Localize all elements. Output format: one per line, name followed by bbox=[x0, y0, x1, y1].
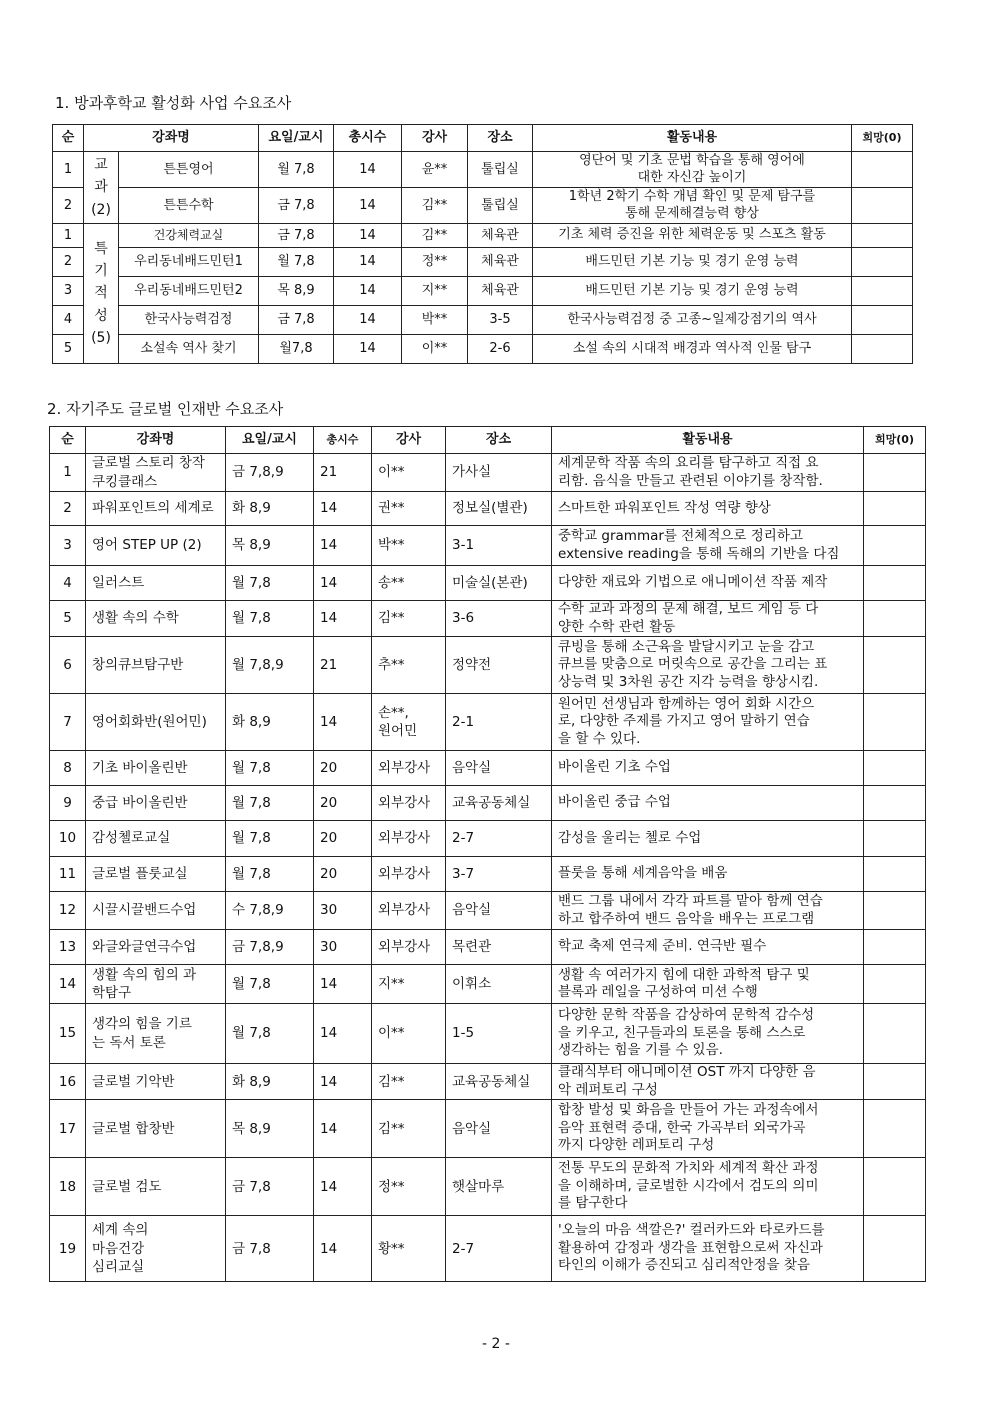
course-hours: 14 bbox=[314, 1216, 372, 1282]
course-teacher: 박** bbox=[372, 526, 446, 566]
course-name: 기초 바이올린반 bbox=[86, 751, 226, 786]
course-teacher: 외부강사 bbox=[372, 930, 446, 965]
course-teacher: 외부강사 bbox=[372, 857, 446, 892]
course-name: 글로벌 기악반 bbox=[86, 1064, 226, 1100]
course-hours: 30 bbox=[314, 930, 372, 965]
course-teacher: 김** bbox=[402, 224, 468, 248]
table-row bbox=[50, 1004, 926, 1064]
course-name: 튼튼수학 bbox=[119, 188, 259, 224]
course-teacher: 외부강사 bbox=[372, 892, 446, 930]
course-activity: 소설 속의 시대적 배경과 역사적 인물 탐구 bbox=[533, 335, 852, 364]
row-number: 14 bbox=[50, 965, 86, 1004]
course-name: 파워포인트의 세계로 bbox=[86, 492, 226, 526]
hope-checkbox[interactable] bbox=[864, 1004, 926, 1064]
course-name: 글로벌 합창반 bbox=[86, 1100, 226, 1158]
course-teacher: 김** bbox=[402, 188, 468, 224]
course-place: 2-7 bbox=[446, 821, 552, 857]
hope-checkbox[interactable] bbox=[864, 492, 926, 526]
row-number: 18 bbox=[50, 1158, 86, 1216]
header-teacher: 강사 bbox=[402, 125, 468, 152]
course-activity: 학교 축제 연극제 준비. 연극반 필수 bbox=[552, 930, 864, 965]
course-hours: 14 bbox=[314, 492, 372, 526]
section2-header-row bbox=[50, 427, 926, 454]
course-hours: 14 bbox=[314, 1100, 372, 1158]
course-activity: '오늘의 마음 색깔은?' 컬러카드와 타로카드를 활용하여 감정과 생각을 표현함으로써 자신과 타인의 이해가 증진되고 심리적안정을 찾음 bbox=[552, 1216, 864, 1282]
table-row bbox=[50, 637, 926, 694]
course-place: 정보실(별관) bbox=[446, 492, 552, 526]
row-number: 2 bbox=[53, 248, 84, 277]
course-name: 생활 속의 힘의 과 학탐구 bbox=[86, 965, 226, 1004]
course-activity: 바이올린 중급 수업 bbox=[552, 786, 864, 821]
header-activity: 활동내용 bbox=[552, 427, 864, 454]
course-place: 3-7 bbox=[446, 857, 552, 892]
course-name: 시끌시끌밴드수업 bbox=[86, 892, 226, 930]
course-time: 수 7,8,9 bbox=[226, 892, 314, 930]
course-teacher: 이** bbox=[372, 1004, 446, 1064]
course-time: 월 7,8 bbox=[259, 248, 334, 277]
course-hours: 14 bbox=[334, 335, 402, 364]
course-place: 목련관 bbox=[446, 930, 552, 965]
hope-checkbox[interactable] bbox=[852, 248, 913, 277]
course-activity: 큐빙을 통해 소근육을 발달시키고 눈을 감고 큐브를 맞춤으로 머릿속으로 공간을 그리는 표 상능력 및 3차원 공간 지각 능력을 향상시킴. bbox=[552, 637, 864, 694]
course-name: 글로벌 검도 bbox=[86, 1158, 226, 1216]
hope-checkbox[interactable] bbox=[864, 857, 926, 892]
table-row bbox=[53, 224, 913, 248]
page-number: - 2 - bbox=[482, 1336, 510, 1352]
course-name: 글로벌 스토리 창작 쿠킹클래스 bbox=[86, 454, 226, 492]
course-name: 일러스트 bbox=[86, 566, 226, 601]
course-name: 영어회화반(원어민) bbox=[86, 694, 226, 751]
course-hours: 14 bbox=[314, 1158, 372, 1216]
course-teacher: 손**, 원어민 bbox=[372, 694, 446, 751]
table-row bbox=[53, 277, 913, 306]
course-place: 음악실 bbox=[446, 1100, 552, 1158]
course-name: 감성첼로교실 bbox=[86, 821, 226, 857]
course-time: 화 8,9 bbox=[226, 694, 314, 751]
course-time: 월 7,8 bbox=[226, 857, 314, 892]
hope-checkbox[interactable] bbox=[852, 152, 913, 188]
course-time: 목 8,9 bbox=[259, 277, 334, 306]
row-number: 9 bbox=[50, 786, 86, 821]
hope-checkbox[interactable] bbox=[864, 1158, 926, 1216]
course-activity: 합창 발성 및 화음을 만들어 가는 과정속에서 음악 표현력 증대, 한국 가곡부터 외국가곡 까지 다양한 레퍼토리 구성 bbox=[552, 1100, 864, 1158]
course-activity: 밴드 그룹 내에서 각각 파트를 맡아 함께 연습 하고 합주하여 밴드 음악을 배우는 프로그램 bbox=[552, 892, 864, 930]
hope-checkbox[interactable] bbox=[864, 930, 926, 965]
section1-header-row bbox=[53, 125, 913, 152]
row-number: 19 bbox=[50, 1216, 86, 1282]
course-hours: 14 bbox=[314, 965, 372, 1004]
course-place: 음악실 bbox=[446, 751, 552, 786]
course-hours: 14 bbox=[334, 306, 402, 335]
header-hours: 총시수 bbox=[314, 427, 372, 454]
header-time: 요일/교시 bbox=[226, 427, 314, 454]
course-hours: 14 bbox=[334, 248, 402, 277]
course-hours: 14 bbox=[314, 1004, 372, 1064]
table-row bbox=[50, 492, 926, 526]
course-name: 소설속 역사 찾기 bbox=[119, 335, 259, 364]
course-place: 툴립실 bbox=[468, 152, 533, 188]
course-time: 월7,8 bbox=[259, 335, 334, 364]
table-row bbox=[50, 454, 926, 492]
course-place: 3-5 bbox=[468, 306, 533, 335]
course-name: 세계 속의 마음건강 심리교실 bbox=[86, 1216, 226, 1282]
course-place: 1-5 bbox=[446, 1004, 552, 1064]
table-row bbox=[53, 152, 913, 188]
course-time: 월 7,8 bbox=[226, 786, 314, 821]
group-special: 특 기 적 성 (5) bbox=[84, 224, 119, 364]
header-teacher: 강사 bbox=[372, 427, 446, 454]
course-teacher: 정** bbox=[402, 248, 468, 277]
course-activity: 1학년 2학기 수학 개념 확인 및 문제 탐구를 통해 문제해결능력 향상 bbox=[533, 188, 852, 224]
course-teacher: 송** bbox=[372, 566, 446, 601]
row-number: 15 bbox=[50, 1004, 86, 1064]
course-hours: 14 bbox=[314, 694, 372, 751]
course-place: 정약전 bbox=[446, 637, 552, 694]
hope-checkbox[interactable] bbox=[864, 1216, 926, 1282]
course-hours: 14 bbox=[314, 526, 372, 566]
course-activity: 전통 무도의 문화적 가치와 세계적 확산 과정 을 이해하며, 글로벌한 시각에서 검도의 의미 를 탐구한다 bbox=[552, 1158, 864, 1216]
course-time: 금 7,8,9 bbox=[226, 454, 314, 492]
course-teacher: 윤** bbox=[402, 152, 468, 188]
row-number: 3 bbox=[50, 526, 86, 566]
row-number: 3 bbox=[53, 277, 84, 306]
course-hours: 14 bbox=[334, 277, 402, 306]
course-time: 금 7,8 bbox=[259, 224, 334, 248]
table-row bbox=[50, 1216, 926, 1282]
table-row bbox=[50, 821, 926, 857]
course-name: 우리동네배드민턴1 bbox=[119, 248, 259, 277]
table-row bbox=[50, 930, 926, 965]
header-hours: 총시수 bbox=[334, 125, 402, 152]
hope-checkbox[interactable] bbox=[852, 277, 913, 306]
course-time: 목 8,9 bbox=[226, 1100, 314, 1158]
course-hours: 14 bbox=[334, 224, 402, 248]
header-place: 장소 bbox=[446, 427, 552, 454]
header-no: 순 bbox=[50, 427, 86, 454]
section1-table bbox=[52, 124, 913, 364]
header-course: 강좌명 bbox=[86, 427, 226, 454]
header-course: 강좌명 bbox=[84, 125, 259, 152]
course-name: 우리동네배드민턴2 bbox=[119, 277, 259, 306]
course-place: 3-6 bbox=[446, 601, 552, 637]
hope-checkbox[interactable] bbox=[864, 1100, 926, 1158]
course-time: 화 8,9 bbox=[226, 492, 314, 526]
row-number: 8 bbox=[50, 751, 86, 786]
course-place: 이휘소 bbox=[446, 965, 552, 1004]
section2-title: 2. 자기주도 글로벌 인재반 수요조사 bbox=[47, 400, 284, 418]
course-place: 음악실 bbox=[446, 892, 552, 930]
course-place: 교육공동체실 bbox=[446, 1064, 552, 1100]
table-row bbox=[50, 1158, 926, 1216]
course-teacher: 박** bbox=[402, 306, 468, 335]
row-number: 1 bbox=[53, 152, 84, 188]
course-time: 월 7,8 bbox=[259, 152, 334, 188]
hope-checkbox[interactable] bbox=[864, 821, 926, 857]
row-number: 4 bbox=[53, 306, 84, 335]
table-row bbox=[53, 188, 913, 224]
course-activity: 스마트한 파워포인트 작성 역량 향상 bbox=[552, 492, 864, 526]
course-place: 체육관 bbox=[468, 248, 533, 277]
row-number: 17 bbox=[50, 1100, 86, 1158]
table-row bbox=[50, 601, 926, 637]
row-number: 5 bbox=[53, 335, 84, 364]
course-teacher: 외부강사 bbox=[372, 786, 446, 821]
course-hours: 14 bbox=[334, 188, 402, 224]
course-activity: 바이올린 기초 수업 bbox=[552, 751, 864, 786]
course-teacher: 지** bbox=[402, 277, 468, 306]
course-time: 금 7,8 bbox=[259, 306, 334, 335]
course-activity: 감성을 울리는 첼로 수업 bbox=[552, 821, 864, 857]
course-place: 가사실 bbox=[446, 454, 552, 492]
course-time: 목 8,9 bbox=[226, 526, 314, 566]
course-time: 금 7,8,9 bbox=[226, 930, 314, 965]
table-row bbox=[53, 306, 913, 335]
table-row bbox=[50, 526, 926, 566]
header-time: 요일/교시 bbox=[259, 125, 334, 152]
hope-checkbox[interactable] bbox=[852, 188, 913, 224]
course-teacher: 외부강사 bbox=[372, 751, 446, 786]
course-name: 생각의 힘을 기르 는 독서 토론 bbox=[86, 1004, 226, 1064]
course-time: 금 7,8 bbox=[226, 1216, 314, 1282]
table-row bbox=[50, 751, 926, 786]
course-activity: 영단어 및 기초 문법 학습을 통해 영어에 대한 자신감 높이기 bbox=[533, 152, 852, 188]
table-row bbox=[50, 1100, 926, 1158]
header-hope: 희망(0) bbox=[864, 427, 926, 454]
course-time: 월 7,8 bbox=[226, 566, 314, 601]
table-row bbox=[50, 786, 926, 821]
hope-checkbox[interactable] bbox=[852, 335, 913, 364]
hope-checkbox[interactable] bbox=[864, 1064, 926, 1100]
row-number: 16 bbox=[50, 1064, 86, 1100]
course-activity: 생활 속 여러가지 힘에 대한 과학적 탐구 및 블록과 레일을 구성하여 미션 수행 bbox=[552, 965, 864, 1004]
hope-checkbox[interactable] bbox=[864, 751, 926, 786]
row-number: 2 bbox=[53, 188, 84, 224]
course-hours: 20 bbox=[314, 857, 372, 892]
course-place: 미술실(본관) bbox=[446, 566, 552, 601]
course-name: 중급 바이올린반 bbox=[86, 786, 226, 821]
row-number: 2 bbox=[50, 492, 86, 526]
course-teacher: 김** bbox=[372, 1064, 446, 1100]
hope-checkbox[interactable] bbox=[864, 601, 926, 637]
course-time: 월 7,8 bbox=[226, 751, 314, 786]
course-activity: 플룻을 통해 세계음악을 배움 bbox=[552, 857, 864, 892]
course-time: 화 8,9 bbox=[226, 1064, 314, 1100]
course-time: 월 7,8,9 bbox=[226, 637, 314, 694]
course-activity: 수학 교과 과정의 문제 해결, 보드 게임 등 다 양한 수학 관련 활동 bbox=[552, 601, 864, 637]
course-hours: 21 bbox=[314, 637, 372, 694]
table-row bbox=[50, 1064, 926, 1100]
course-activity: 원어민 선생님과 함께하는 영어 회화 시간으 로, 다양한 주제를 가지고 영어 말하기 연습 을 할 수 있다. bbox=[552, 694, 864, 751]
course-teacher: 정** bbox=[372, 1158, 446, 1216]
course-place: 교육공동체실 bbox=[446, 786, 552, 821]
row-number: 1 bbox=[53, 224, 84, 248]
course-activity: 중학교 grammar를 전체적으로 정리하고 extensive reading을 통해 독해의 기반을 다짐 bbox=[552, 526, 864, 566]
course-name: 튼튼영어 bbox=[119, 152, 259, 188]
hope-checkbox[interactable] bbox=[864, 965, 926, 1004]
row-number: 6 bbox=[50, 637, 86, 694]
course-time: 월 7,8 bbox=[226, 601, 314, 637]
course-teacher: 이** bbox=[402, 335, 468, 364]
course-place: 2-1 bbox=[446, 694, 552, 751]
hope-checkbox[interactable] bbox=[852, 224, 913, 248]
header-hope: 희망(0) bbox=[852, 125, 913, 152]
row-number: 12 bbox=[50, 892, 86, 930]
course-name: 영어 STEP UP (2) bbox=[86, 526, 226, 566]
course-teacher: 황** bbox=[372, 1216, 446, 1282]
course-place: 햇살마루 bbox=[446, 1158, 552, 1216]
row-number: 5 bbox=[50, 601, 86, 637]
course-hours: 14 bbox=[314, 1064, 372, 1100]
course-hours: 14 bbox=[314, 601, 372, 637]
course-hours: 14 bbox=[314, 566, 372, 601]
table-row bbox=[50, 694, 926, 751]
course-teacher: 지** bbox=[372, 965, 446, 1004]
course-name: 창의큐브탐구반 bbox=[86, 637, 226, 694]
course-place: 체육관 bbox=[468, 277, 533, 306]
course-hours: 30 bbox=[314, 892, 372, 930]
hope-checkbox[interactable] bbox=[864, 892, 926, 930]
course-name: 한국사능력검정 bbox=[119, 306, 259, 335]
course-activity: 한국사능력검정 중 고종~일제강점기의 역사 bbox=[533, 306, 852, 335]
table-row bbox=[50, 892, 926, 930]
section2-table bbox=[49, 426, 926, 1282]
table-row bbox=[50, 965, 926, 1004]
course-activity: 세계문학 작품 속의 요리를 탐구하고 직접 요 리함. 음식을 만들고 관련된 이야기를 창작함. bbox=[552, 454, 864, 492]
course-hours: 21 bbox=[314, 454, 372, 492]
table-row bbox=[50, 566, 926, 601]
row-number: 1 bbox=[50, 454, 86, 492]
hope-checkbox[interactable] bbox=[864, 637, 926, 694]
course-place: 체육관 bbox=[468, 224, 533, 248]
course-teacher: 외부강사 bbox=[372, 821, 446, 857]
course-place: 3-1 bbox=[446, 526, 552, 566]
course-activity: 다양한 재료와 기법으로 애니메이션 작품 제작 bbox=[552, 566, 864, 601]
course-hours: 20 bbox=[314, 786, 372, 821]
course-time: 금 7,8 bbox=[226, 1158, 314, 1216]
course-place: 2-7 bbox=[446, 1216, 552, 1282]
course-time: 금 7,8 bbox=[259, 188, 334, 224]
course-teacher: 이** bbox=[372, 454, 446, 492]
hope-checkbox[interactable] bbox=[852, 306, 913, 335]
course-hours: 20 bbox=[314, 751, 372, 786]
course-activity: 기초 체력 증진을 위한 체력운동 및 스포츠 활동 bbox=[533, 224, 852, 248]
row-number: 4 bbox=[50, 566, 86, 601]
course-activity: 다양한 문학 작품을 감상하여 문학적 감수성 을 키우고, 친구들과의 토론을 통해 스스로 생각하는 힘을 기를 수 있음. bbox=[552, 1004, 864, 1064]
row-number: 7 bbox=[50, 694, 86, 751]
course-time: 월 7,8 bbox=[226, 821, 314, 857]
course-name: 글로벌 플룻교실 bbox=[86, 857, 226, 892]
table-row bbox=[50, 857, 926, 892]
course-place: 툴립실 bbox=[468, 188, 533, 224]
hope-checkbox[interactable] bbox=[864, 454, 926, 492]
row-number: 13 bbox=[50, 930, 86, 965]
hope-checkbox[interactable] bbox=[864, 526, 926, 566]
course-hours: 20 bbox=[314, 821, 372, 857]
course-activity: 배드민턴 기본 기능 및 경기 운영 능력 bbox=[533, 277, 852, 306]
table-row bbox=[53, 248, 913, 277]
course-activity: 배드민턴 기본 기능 및 경기 운영 능력 bbox=[533, 248, 852, 277]
course-teacher: 권** bbox=[372, 492, 446, 526]
course-name: 생활 속의 수학 bbox=[86, 601, 226, 637]
row-number: 11 bbox=[50, 857, 86, 892]
header-no: 순 bbox=[53, 125, 84, 152]
course-time: 월 7,8 bbox=[226, 965, 314, 1004]
hope-checkbox[interactable] bbox=[864, 786, 926, 821]
group-curriculum: 교 과 (2) bbox=[84, 152, 119, 224]
course-hours: 14 bbox=[334, 152, 402, 188]
table-row bbox=[53, 335, 913, 364]
hope-checkbox[interactable] bbox=[864, 566, 926, 601]
hope-checkbox[interactable] bbox=[864, 694, 926, 751]
course-teacher: 김** bbox=[372, 1100, 446, 1158]
course-name: 와글와글연극수업 bbox=[86, 930, 226, 965]
header-place: 장소 bbox=[468, 125, 533, 152]
course-time: 월 7,8 bbox=[226, 1004, 314, 1064]
header-activity: 활동내용 bbox=[533, 125, 852, 152]
course-name: 건강체력교실 bbox=[119, 224, 259, 248]
section1-title: 1. 방과후학교 활성화 사업 수요조사 bbox=[55, 94, 292, 112]
course-activity: 클래식부터 애니메이션 OST 까지 다양한 음 악 레퍼토리 구성 bbox=[552, 1064, 864, 1100]
course-teacher: 추** bbox=[372, 637, 446, 694]
row-number: 10 bbox=[50, 821, 86, 857]
course-place: 2-6 bbox=[468, 335, 533, 364]
course-teacher: 김** bbox=[372, 601, 446, 637]
